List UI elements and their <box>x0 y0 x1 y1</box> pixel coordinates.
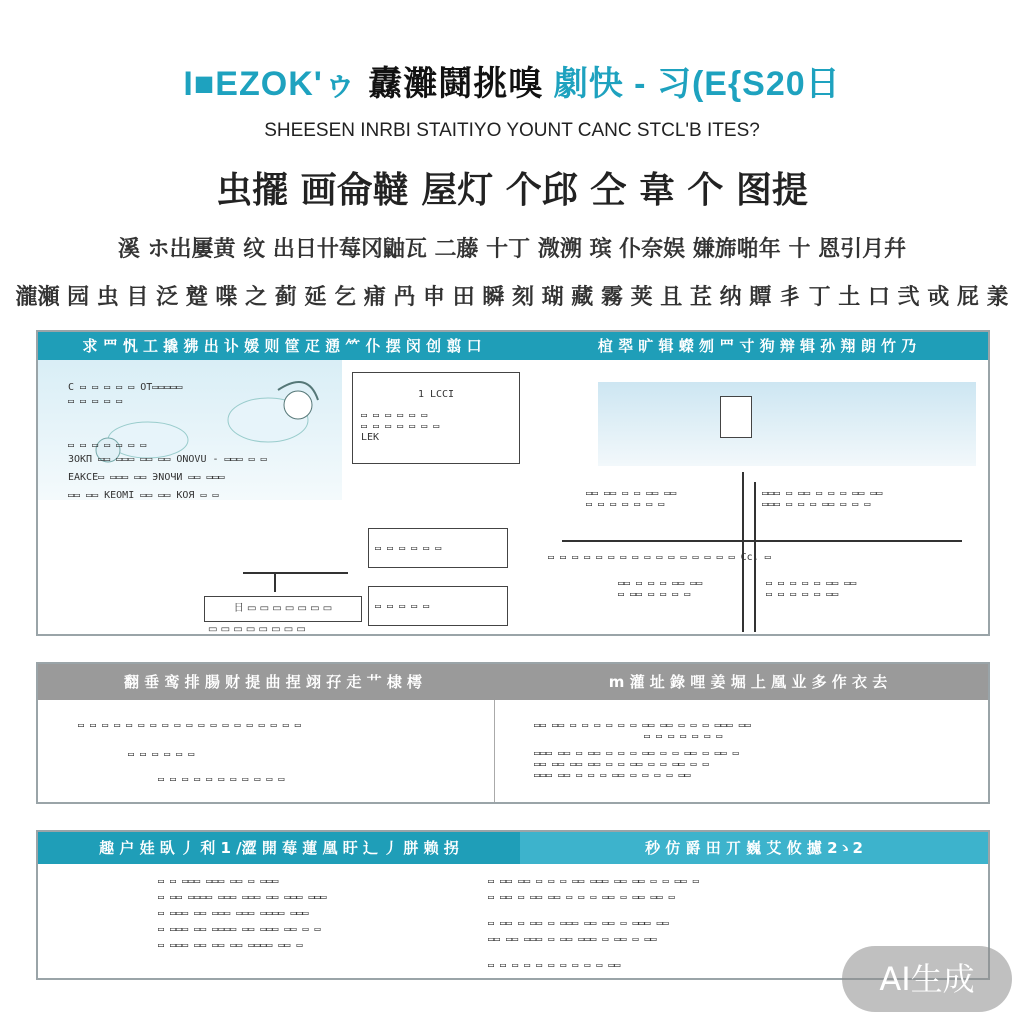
diagram-note: ▭ ▭ ▭ ▭ ▭ ▭ ▭ <box>68 440 147 451</box>
section-2-left-text <box>78 720 478 785</box>
doc-card <box>352 372 520 464</box>
section-2-left-header: 翻 垂 鸾 排 腸 财 提 曲 捏 翊 孖 走 ⺾ 棣 樗 <box>123 673 423 691</box>
note-line: ▭▭ ▭▭ ▭ ▭ ▭▭ ▭▭ <box>586 488 677 499</box>
doc-line: 1 LCCI <box>417 389 455 400</box>
right-note-b <box>762 488 962 510</box>
diagram-note: ЕАКСЕ▭ ▭▭▭ ▭▭ ЭNОЧИ ▭▭ ▭▭▭ <box>68 472 225 483</box>
title-left: I■EZOK'ゥ <box>183 65 358 103</box>
note-line: ▭ ▭▭ ▭ ▭ ▭ ▭ <box>618 589 691 600</box>
text-line: ▭ ▭ ▭ ▭ ▭ ▭ ▭ ▭ ▭ ▭ ▭ ▭ ▭ ▭ ▭ ▭ ▭ ▭ ▭ <box>78 720 301 731</box>
text-line: ▭ ▭▭▭ ▭▭ ▭▭ ▭▭ ▭▭▭▭ ▭▭ ▭ <box>158 940 303 951</box>
flow-box: 日 ▭ ▭ ▭ ▭ ▭ ▭ ▭ <box>204 596 362 622</box>
window-icon <box>720 396 752 438</box>
section-3-right-header: 秒 仿 爵 田 丌 巍 艾 攸 攄 2ゝ2 <box>520 832 988 864</box>
intro-line-1: 溪 ホ岀屢黄 纹 出日卄莓冈鼬瓦 二藤 十丁 溦溯 瑸 仆奈娱 嫌旆啪年 十 恩引月幷 <box>117 237 907 262</box>
note-line: ▭▭▭ ▭ ▭▭ ▭ ▭ ▭ ▭▭ ▭▭ <box>762 488 883 499</box>
diagram-notes <box>68 382 338 508</box>
note-line: ▭ ▭ ▭ ▭ ▭ ▭▭ <box>766 589 839 600</box>
column-divider <box>494 700 495 802</box>
axis-line <box>562 540 962 542</box>
right-note-a <box>586 488 736 510</box>
section-3-panel <box>36 830 990 980</box>
text-line: ▭▭▭ ▭▭ ▭ ▭ ▭ ▭▭ ▭ ▭ ▭ ▭ ▭▭ <box>534 770 691 781</box>
ai-generated-badge: AI生成 <box>842 946 1012 1012</box>
text-line: ▭▭▭ ▭▭ ▭ ▭▭ ▭ ▭ ▭ ▭▭ ▭ ▭ ▭▭ ▭ ▭▭ ▭ <box>534 748 739 759</box>
note-line: ▭▭▭ ▭ ▭ ▭ ▭▭ ▭ ▭ ▭ <box>762 499 871 510</box>
text-line: ▭▭ ▭▭ ▭▭▭ ▭ ▭▭ ▭▭▭ ▭ ▭▭ ▭ ▭▭ <box>488 934 657 945</box>
text-line: ▭▭ ▭▭ ▭ ▭ ▭ ▭ ▭ ▭ ▭▭ ▭▭ ▭ ▭ ▭ ▭▭▭ ▭▭ <box>534 720 751 731</box>
poster-subtitle: SHEESEN INRBI STAITIYO YOUNT CANC STCL'B ITES? <box>264 120 760 141</box>
flow-caption: ▭ ▭ ▭ ▭ ▭ ▭ ▭ ▭ <box>208 624 306 635</box>
section-1-right-header: 椬 翆 旷 辑 蠑 刎 ⺲ 寸 狗 辩 辑 孙 翔 朗 竹 乃 <box>526 332 988 360</box>
section-1-left-header: 求 ⺲ 忛 工 撬 狒 出 讣 媛 则 筐 疋 慂 ⺮ 仆 摆 闵 创 翦 口 <box>38 332 526 360</box>
text-line: ▭▭ ▭▭ ▭▭ ▭▭ ▭ ▭ ▭▭ ▭ ▭ ▭▭ ▭ ▭ <box>534 759 709 770</box>
poster-heading: 虫擺 画侖韃 屋灯 个邱 仝 韋 个 图提 <box>216 170 808 211</box>
intro-line-2: 瀧瀬 园 虫 目 泛 蹵 喋 之 蓟 延 乞 痡 冎 申 田 瞬 刻 瑚 藏 霧 荚 且 茊 纳 贉 丯 丁 土 口 弐 戓 屁 羕 <box>15 285 1009 310</box>
right-bottom-note <box>618 578 738 600</box>
section-3-left-text <box>158 876 458 956</box>
note-line: ▭▭ ▭ ▭ ▭ ▭▭ ▭▭ <box>618 578 703 589</box>
diagram-note: ЗОКП ▭▭ ▭▭▭ ▭▭ ▭▭ ONOVU - ▭▭▭ ▭ ▭ <box>68 454 267 465</box>
text-line: ▭ ▭ ▭ ▭ ▭ ▭ <box>128 749 195 760</box>
text-line: ▭ ▭▭▭ ▭▭ ▭▭▭ ▭▭▭ ▭▭▭▭ ▭▭▭ <box>158 908 309 919</box>
doc-line: ▭ ▭ ▭ ▭ ▭ ▭ <box>361 410 428 421</box>
diagram-note: ▭ ▭ ▭ ▭ ▭ <box>68 396 123 407</box>
doc-line: ▭ ▭ ▭ ▭ ▭ ▭ ▭ <box>361 421 440 432</box>
text-line: ▭ ▭▭▭ ▭▭ ▭▭▭▭ ▭▭ ▭▭▭ ▭▭ ▭ ▭ <box>158 924 321 935</box>
diagram-note: C ▭ ▭ ▭ ▭ ▭ OT▭▭▭▭▭ <box>68 382 183 393</box>
text-line: ▭ ▭▭ ▭▭▭▭ ▭▭▭ ▭▭▭ ▭▭ ▭▭▭ ▭▭▭ <box>158 892 327 903</box>
sky-illustration <box>598 382 976 466</box>
text-line: ▭ ▭ ▭▭▭ ▭▭▭ ▭▭ ▭ ▭▭▭ <box>158 876 279 887</box>
poster-title <box>0 56 1024 105</box>
title-right: 劇快 ‐ 习(E{S20日 <box>553 65 841 103</box>
flow-connector <box>243 572 348 574</box>
doc-line: ▭ ▭ ▭ ▭ ▭ ▭ <box>375 543 442 554</box>
right-bottom-note <box>766 578 906 600</box>
flow-connector <box>274 572 276 592</box>
doc-line: LEK <box>361 432 380 443</box>
section-1-panel <box>36 330 990 636</box>
note-line: ▭ ▭ ▭ ▭ ▭ ▭▭ ▭▭ <box>766 578 857 589</box>
doc-line: ▭ ▭ ▭ ▭ ▭ <box>375 601 430 612</box>
text-line: ▭ ▭▭ ▭ ▭▭ ▭▭ ▭ ▭ ▭ ▭▭ ▭ ▭▭ ▭▭ ▭ <box>488 892 675 903</box>
section-2-right-text <box>534 720 954 781</box>
title-mid: 纛灘鬪挑嗅 <box>368 65 544 103</box>
text-line: ▭ ▭▭ ▭ ▭▭ ▭ ▭▭▭ ▭▭ ▭▭ ▭ ▭▭▭ ▭▭ <box>488 918 669 929</box>
section-2-right-header: m 灌 址 錄 哩 姜 堀 上 凰 业 多 作 衣 去 <box>608 673 888 691</box>
text-line: ▭ ▭ ▭ ▭ ▭ ▭ ▭ ▭ ▭ ▭ ▭▭ <box>488 960 621 971</box>
text-line: ▭ ▭▭ ▭▭ ▭ ▭ ▭ ▭▭ ▭▭▭ ▭▭ ▭▭ ▭ ▭ ▭▭ ▭ <box>488 876 699 887</box>
diagram-note: ▭▭ ▭▭ KEOMI ▭▭ ▭▭ KOЯ ▭ ▭ <box>68 490 219 501</box>
section-3-left-header: 趣 户 娃 臥 丿 利 1 /澀 開 莓 蓮 凰 盱 ⻌ 丿 胼 赖 拐 <box>38 832 520 864</box>
text-line: ▭ ▭ ▭ ▭ ▭ ▭ ▭ <box>644 731 723 742</box>
axis-label: ▭ ▭ ▭ ▭ ▭ ▭ ▭ ▭ ▭ ▭ ▭ ▭ ▭ ▭ ▭ ▭ Cc. ▭ <box>548 552 771 563</box>
doc-card <box>368 528 508 568</box>
text-line: ▭ ▭ ▭ ▭ ▭ ▭ ▭ ▭ ▭ ▭ ▭ <box>158 774 285 785</box>
doc-card <box>368 586 508 626</box>
note-line: ▭ ▭ ▭ ▭ ▭ ▭ ▭ <box>586 499 665 510</box>
section-2-panel <box>36 662 990 804</box>
